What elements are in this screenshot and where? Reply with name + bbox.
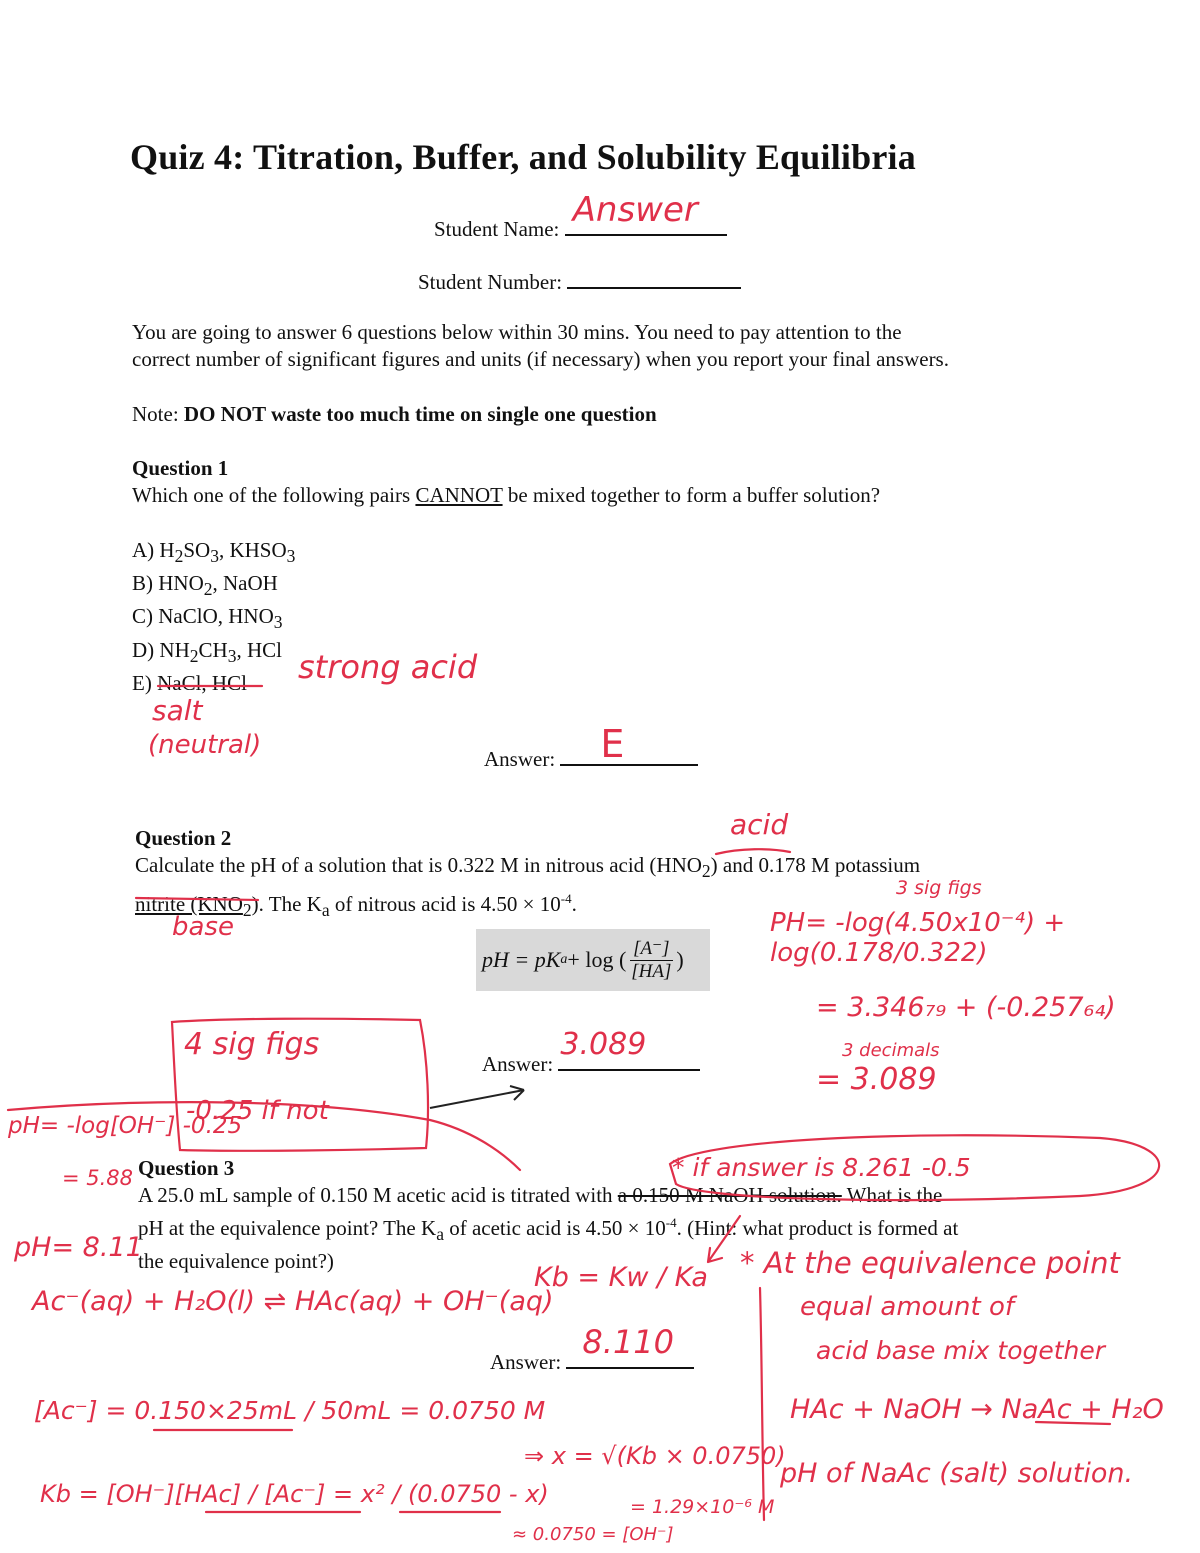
q3-note-equal: equal amount of bbox=[800, 1292, 1015, 1322]
option-b: B) $HNO_2$, NaOH bbox=[132, 571, 278, 600]
q3-kb-expression: Kb = Kw / Ka bbox=[534, 1262, 708, 1293]
q1-answer-label: Answer: bbox=[484, 747, 556, 771]
q3-x-solution: ⇒ x = √(Kb × 0.0750) bbox=[524, 1442, 786, 1470]
oval-8-261 bbox=[670, 1135, 1159, 1200]
instructions-line-2: correct number of significant figures and units (if necessary) when you report your final answers. bbox=[132, 347, 949, 371]
underline-naac bbox=[1036, 1422, 1110, 1424]
question-3-title: Question 3 bbox=[138, 1156, 235, 1180]
black-arrow-line bbox=[430, 1090, 524, 1108]
formula-plus-log: + log ( bbox=[567, 947, 627, 972]
q2-note-3-decimals: 3 decimals bbox=[842, 1040, 940, 1061]
side-note-ph-8-11: pH= 8.11 bbox=[14, 1232, 143, 1263]
formula-lhs: pH = pK bbox=[482, 947, 561, 972]
q3-oval-note: * if answer is 8.261 -0.5 bbox=[672, 1153, 971, 1182]
note-label: Note: bbox=[132, 402, 179, 426]
q2-note-3-sig-figs: 3 sig figs bbox=[896, 877, 982, 899]
q3-note-mix: acid base mix together bbox=[816, 1336, 1106, 1365]
formula-close: ) bbox=[676, 947, 684, 972]
q2-calc-line-2: = 3.346₇₉ + (-0.257₆₄) bbox=[816, 992, 1116, 1023]
q3-x-value: = 1.29×10⁻⁶ M bbox=[630, 1496, 775, 1518]
q2-answer-label: Answer: bbox=[482, 1052, 554, 1076]
question-3-line-1: A 25.0 mL sample of 0.150 M acetic acid is titrated with a 0.150 M NaOH solution. What is the bbox=[138, 1183, 943, 1207]
q3-equilibrium: Ac⁻(aq) + H₂O(l) ⇌ HAc(aq) + OH⁻(aq) bbox=[32, 1286, 554, 1317]
side-note-5-88: = 5.88 bbox=[62, 1166, 134, 1190]
q2-note-acid: acid bbox=[730, 808, 789, 841]
question-2-line-2: nitrite $(KNO_2)$. The $K_a$ of nitrous acid is $4.50 \times 10^{-4}$. bbox=[135, 891, 577, 921]
side-note-ph-minus: pH= -log[OH⁻] -0.25 bbox=[8, 1113, 243, 1139]
option-c: C) NaClO, $HNO_3$ bbox=[132, 604, 283, 633]
formula-lhs-sub: a bbox=[560, 952, 568, 967]
q3-answer-label: Answer: bbox=[490, 1350, 562, 1374]
question-1-title: Question 1 bbox=[132, 456, 229, 480]
q3-acetate-conc: [Ac⁻] = 0.150×25mL / 50mL = 0.0750 M bbox=[34, 1396, 546, 1425]
option-d: D) $NH_2CH_3$, HCl bbox=[132, 637, 282, 666]
question-2-title: Question 2 bbox=[135, 826, 232, 850]
side-arrow-line bbox=[8, 1102, 520, 1170]
q2-box-penalty: -0.25 if not bbox=[186, 1096, 329, 1126]
option-a: A) $H_2SO_3$, $KHSO_3$ bbox=[132, 538, 296, 567]
formula-numerator: [A⁻] bbox=[630, 938, 672, 961]
q1-text-before: Which one of the following pairs bbox=[132, 483, 416, 507]
question-2-line-1: Calculate the pH of a solution that is 0.322 M in nitrous acid $(HNO_2)$ and 0.178 M potassium bbox=[135, 853, 921, 882]
student-number-label: Student Number: bbox=[418, 270, 563, 294]
q3-note-ph-salt: pH of NaAc (salt) solution. bbox=[780, 1458, 1134, 1489]
underline-kno2 bbox=[136, 898, 258, 900]
question-3-line-2: pH at the equivalence point? The $K_a$ of acetic acid is $4.50 \times 10^{-4}$. (Hint: what product is formed at bbox=[138, 1215, 959, 1245]
q3-tail-note: ≈ 0.0750 = [OH⁻] bbox=[512, 1524, 674, 1545]
q1-note-salt: salt bbox=[152, 694, 203, 727]
q1-text-after: be mixed together to form a buffer solution? bbox=[502, 483, 881, 507]
q2-answer-handwritten: 3.089 bbox=[560, 1027, 647, 1062]
q3-kb-setup: Kb = [OH⁻][HAc] / [Ac⁻] = x² / (0.0750 - x) bbox=[40, 1480, 549, 1508]
question-3-line-3: the equivalence point?) bbox=[138, 1249, 334, 1274]
q1-answer-handwritten: E bbox=[600, 722, 625, 766]
q2-calc-line-1: PH= -log(4.50x10⁻⁴) + log(0.178/0.322) bbox=[770, 908, 1066, 968]
student-name-label: Student Name: bbox=[434, 217, 560, 241]
q2-note-base: base bbox=[172, 912, 234, 942]
q3-answer-handwritten: 8.110 bbox=[582, 1323, 675, 1361]
q3-reaction: HAc + NaOH → NaAc + H₂O bbox=[790, 1394, 1164, 1425]
q2-calc-line-3: = 3.089 bbox=[816, 1062, 937, 1097]
quiz-title: Quiz 4: Titration, Buffer, and Solubility Equilibria bbox=[130, 137, 916, 177]
vertical-divider bbox=[760, 1288, 764, 1520]
option-e: E) NaCl, HCl bbox=[132, 670, 247, 695]
sig-figs-box bbox=[172, 1019, 428, 1151]
note-text: DO NOT waste too much time on single one question bbox=[183, 402, 657, 426]
arrow-to-equivalence bbox=[708, 1216, 740, 1262]
formula-denominator: [HA] bbox=[631, 960, 672, 982]
q3-note-equivalence: * At the equivalence point bbox=[740, 1246, 1120, 1280]
underline-hno2 bbox=[716, 849, 790, 854]
q1-note-strong-acid: strong acid bbox=[298, 648, 478, 686]
student-name-handwritten: Answer bbox=[572, 190, 698, 230]
q1-note-neutral: (neutral) bbox=[148, 730, 262, 760]
q1-cannot: CANNOT bbox=[415, 483, 503, 507]
q2-box-sig-figs: 4 sig figs bbox=[184, 1027, 320, 1062]
instructions-line-1: You are going to answer 6 questions below within 30 mins. You need to pay attention to the bbox=[132, 320, 902, 344]
